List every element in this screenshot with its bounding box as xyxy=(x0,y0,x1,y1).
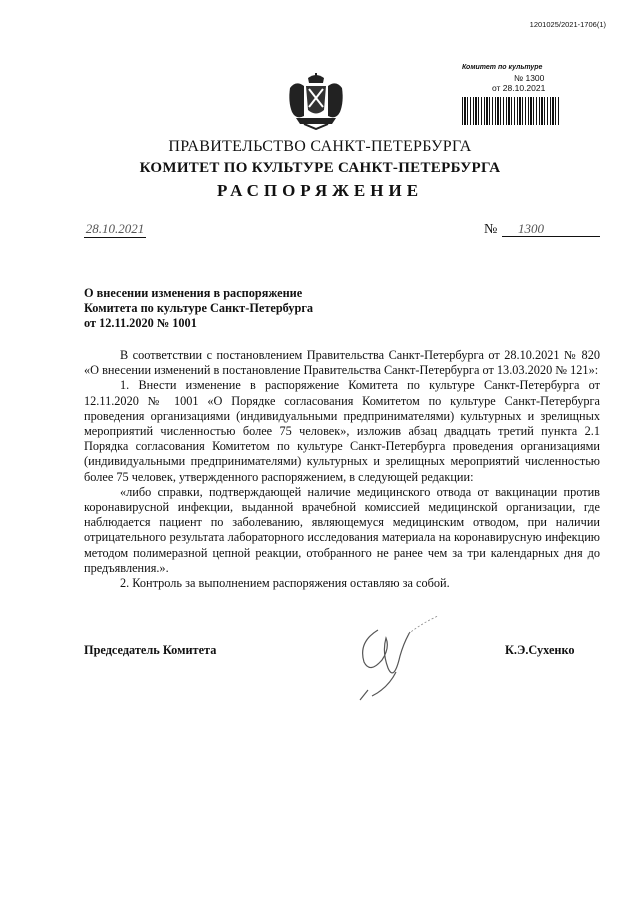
stamp-number: № 1300 xyxy=(514,73,545,83)
body-paragraph-1: В соответствии с постановлением Правительства Санкт-Петербурга от 28.10.2021 № 820 «О внесении изменений в постановление Правительства Санкт-Петербурга от 13.03.2020 № 121»: xyxy=(84,348,600,378)
signatory-position: Председатель Комитета xyxy=(84,643,217,657)
document-date: 28.10.2021 xyxy=(85,221,145,236)
government-title: ПРАВИТЕЛЬСТВО САНКТ-ПЕТЕРБУРГА xyxy=(168,138,472,155)
committee-title: КОМИТЕТ ПО КУЛЬТУРЕ САНКТ-ПЕТЕРБУРГА xyxy=(139,160,501,176)
registration-stamp xyxy=(462,63,558,93)
body-paragraph-3: «либо справки, подтверждающей наличие медицинского отвода от вакцинации против коронавирусной инфекции, выданной врачебной комиссией медицинской организации, где наблюдается пациент по заболеванию, являющемуся медицинским отводом, при наличии отрицательного результата лабораторного исследования материала на коронавирусную инфекцию методом полимеразной цепной реакции, отобранного не ранее чем за три календарных дня до предъявления.». xyxy=(84,484,600,575)
barcode xyxy=(462,97,560,125)
document-subject xyxy=(84,286,384,331)
signatory-name: К.Э.Сухенко xyxy=(505,643,575,657)
coat-of-arms-icon xyxy=(286,72,346,130)
stamp-org: Комитет по культуре xyxy=(462,64,543,71)
document-body xyxy=(84,348,600,591)
subject-line: от 12.11.2020 № 1001 xyxy=(84,316,197,330)
document-type-title: РАСПОРЯЖЕНИЕ xyxy=(216,181,424,200)
subject-line: Комитета по культуре Санкт-Петербурга xyxy=(84,301,314,315)
body-paragraph-4: 2. Контроль за выполнением распоряжения оставляю за собой. xyxy=(120,576,450,591)
document-number-label: № xyxy=(484,222,498,237)
document-number: 1300 xyxy=(502,221,600,237)
document-id: 1201025/2021-1706(1) xyxy=(529,20,606,29)
stamp-date: от 28.10.2021 xyxy=(492,83,546,93)
handwritten-signature xyxy=(338,612,448,704)
body-paragraph-2: 1. Внести изменение в распоряжение Комитета по культуре Санкт-Петербурга от 12.11.2020 № 1001 «О Порядке согласования Комитетом по культуре Санкт-Петербурга проведения организациями (индивидуальными предпринимателями) культурных и зрелищных мероприятий численностью более 75 человек», изложив абзац двадцать третий пункта 2.1 Порядка согласования Комитетом по культуре Санкт-Петербурга проведения организациями (индивидуальными предпринимателями) культурных и зрелищных мероприятий численностью более 75 человек, утвержденного распоряжением, в следующей редакции: xyxy=(84,378,600,484)
subject-line: О внесении изменения в распоряжение xyxy=(84,286,303,300)
